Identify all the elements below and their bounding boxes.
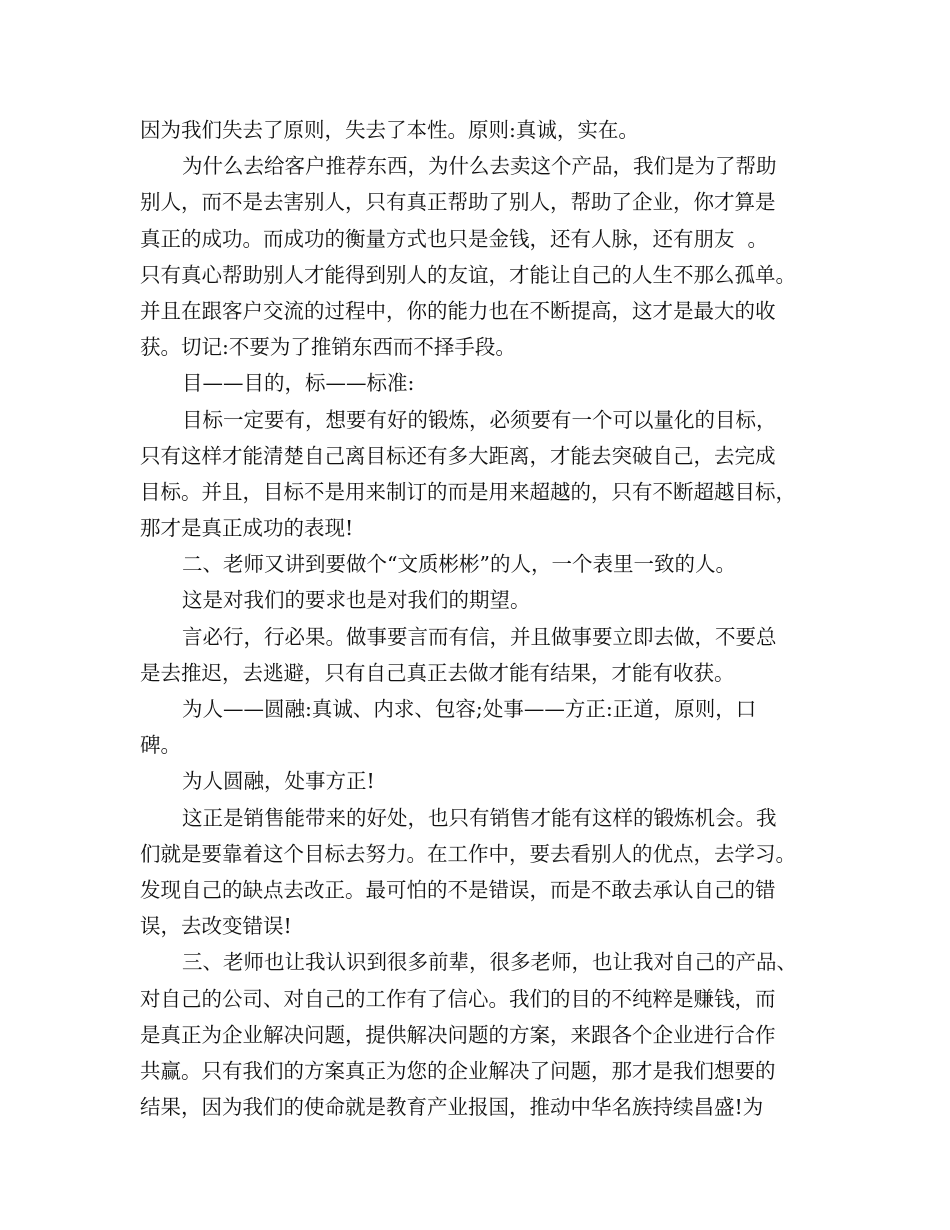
text-line: 别人，而不是去害别人，只有真正帮助了别人，帮助了企业，你才算是 [140, 190, 776, 215]
text-line: 三、老师也让我认识到很多前辈，很多老师，也让我对自己的产品、 [182, 950, 797, 975]
text-line: 那才是真正成功的表现! [140, 516, 354, 541]
text-line: 为人圆融，处事方正! [182, 769, 375, 794]
text-line: 发现自己的缺点去改正。最可怕的不是错误，而是不敢去承认自己的错 [140, 877, 776, 902]
text-line: 结果，因为我们的使命就是教育产业报国，推动中华名族持续昌盛!为 [140, 1095, 764, 1120]
text-line: 目标。并且，目标不是用来制订的而是用来超越的，只有不断超越目标， [140, 479, 796, 504]
text-line: 们就是要靠着这个目标去努力。在工作中，要去看别人的优点，去学习。 [140, 841, 796, 866]
text-line: 目——目的，标——标准: [182, 371, 415, 396]
text-line: 真正的成功。而成功的衡量方式也只是金钱，还有人脉，还有朋友 。 [140, 226, 769, 251]
text-line: 只有真心帮助别人才能得到别人的友谊，才能让自己的人生不那么孤单。 [140, 262, 796, 287]
text-line: 只有这样才能清楚自己离目标还有多大距离，才能去突破自己，去完成 [140, 443, 776, 468]
text-line: 这正是销售能带来的好处，也只有销售才能有这样的锻炼机会。我 [182, 805, 777, 830]
text-line: 是真正为企业解决问题，提供解决问题的方案，来跟各个企业进行合作 [140, 1022, 776, 1047]
text-line: 二、老师又讲到要做个“文质彬彬”的人，一个表里一致的人。 [182, 552, 736, 577]
text-line: 获。切记:不要为了推销东西而不择手段。 [140, 335, 516, 360]
text-line: 目标一定要有，想要有好的锻炼，必须要有一个可以量化的目标， [182, 407, 777, 432]
text-line: 为什么去给客户推荐东西，为什么去卖这个产品，我们是为了帮助 [182, 154, 777, 179]
text-line: 为人——圆融:真诚、内求、包容;处事——方正:正道，原则，口 [182, 697, 757, 721]
text-line: 误，去改变错误! [140, 914, 292, 939]
text-line: 碑。 [140, 733, 181, 758]
text-line: 这是对我们的要求也是对我们的期望。 [182, 588, 531, 613]
text-line: 言必行，行必果。做事要言而有信，并且做事要立即去做，不要总 [182, 624, 777, 649]
text-line: 对自己的公司、对自己的工作有了信心。我们的目的不纯粹是赚钱，而 [140, 986, 776, 1011]
text-line: 共赢。只有我们的方案真正为您的企业解决了问题，那才是我们想要的 [140, 1058, 776, 1083]
text-line: 是去推迟，去逃避，只有自己真正去做才能有结果，才能有收获。 [140, 660, 735, 685]
text-line: 并且在跟客户交流的过程中，你的能力也在不断提高，这才是最大的收 [140, 298, 776, 323]
text-line: 因为我们失去了原则，失去了本性。原则:真诚，实在。 [140, 118, 639, 142]
document-body [140, 112, 820, 1125]
